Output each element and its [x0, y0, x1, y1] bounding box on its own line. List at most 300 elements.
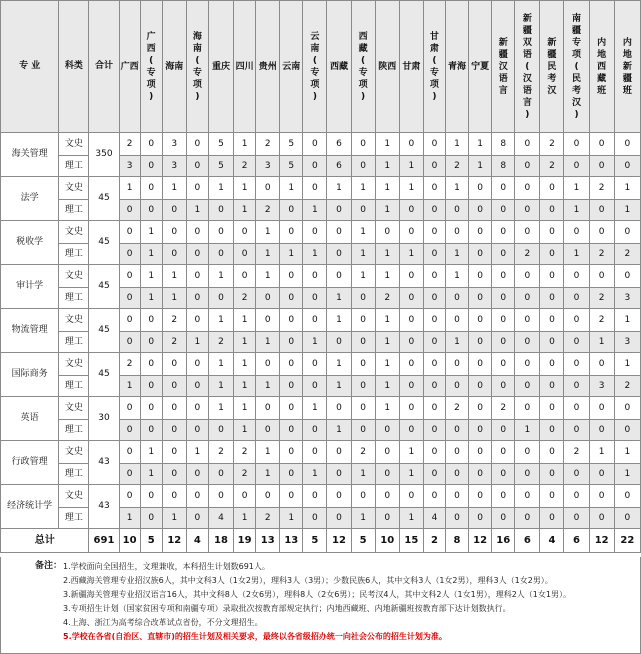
total-cell: 22 [614, 529, 640, 553]
quota-cell: 0 [399, 265, 423, 288]
quota-cell: 0 [423, 221, 445, 244]
quota-cell: 6 [327, 133, 351, 156]
quota-cell: 0 [445, 376, 468, 397]
header-region-char: 地 [622, 49, 632, 60]
quota-cell: 1 [256, 464, 280, 485]
header-region-char: 考 [547, 73, 557, 84]
quota-cell: 0 [280, 332, 303, 353]
quota-cell: 0 [540, 420, 564, 441]
quota-cell: 0 [256, 288, 280, 309]
quota-cell: 0 [140, 485, 162, 508]
header-region [399, 1, 423, 133]
quota-cell: 0 [375, 508, 399, 529]
table-row [1, 353, 641, 376]
quota-cell: 1 [399, 441, 423, 464]
subject-type: 理工 [59, 156, 89, 177]
header-region-char: 语 [498, 73, 508, 84]
header-row [1, 1, 641, 133]
quota-cell: 0 [540, 288, 564, 309]
major-total: 30 [89, 397, 119, 441]
quota-cell: 0 [445, 420, 468, 441]
quota-cell: 1 [399, 156, 423, 177]
quota-cell: 0 [280, 464, 303, 485]
quota-cell: 0 [564, 508, 589, 529]
quota-cell: 0 [445, 309, 468, 332]
quota-cell: 0 [469, 200, 492, 221]
header-region-char: 民 [547, 61, 557, 72]
total-cell: 13 [256, 529, 280, 553]
quota-cell: 0 [445, 353, 468, 376]
header-region-char: 广西 [120, 61, 139, 72]
quota-cell: 4 [208, 508, 233, 529]
quota-cell: 0 [445, 200, 468, 221]
quota-cell: 1 [140, 441, 162, 464]
table-body [1, 133, 641, 553]
header-region-char: 甘 [429, 31, 439, 42]
quota-cell: 0 [423, 133, 445, 156]
header-region-char: 新 [547, 37, 557, 48]
quota-cell: 0 [327, 508, 351, 529]
quota-cell: 0 [423, 420, 445, 441]
quota-cell: 0 [119, 332, 140, 353]
quota-cell: 1 [234, 200, 256, 221]
quota-cell: 3 [256, 156, 280, 177]
header-region-char: ( [312, 55, 317, 66]
quota-cell: 0 [208, 464, 233, 485]
quota-cell: 0 [515, 133, 540, 156]
quota-cell: 0 [351, 200, 375, 221]
quota-cell: 1 [186, 200, 208, 221]
total-cell: 5 [303, 529, 327, 553]
quota-cell: 0 [186, 353, 208, 376]
major-total: 45 [89, 177, 119, 221]
quota-cell: 0 [399, 353, 423, 376]
major-name: 海关管理 [1, 133, 59, 177]
note-line: 3.新疆海关管理专业招汉语言16人，其中文科8人（2女6男），理科8人（2女6男）；民考汉4人，其中文科2人（1女1男），理科2人（1女1男）。 [63, 590, 571, 599]
total-cell: 4 [186, 529, 208, 553]
quota-cell: 1 [399, 508, 423, 529]
quota-cell: 0 [303, 420, 327, 441]
quota-cell: 0 [162, 376, 186, 397]
quota-cell: 0 [469, 332, 492, 353]
quota-cell: 0 [208, 221, 233, 244]
quota-cell: 0 [515, 332, 540, 353]
header-region-char: 西 [146, 43, 156, 54]
header-region [589, 1, 614, 133]
quota-cell: 0 [515, 376, 540, 397]
header-region-char: 疆 [572, 25, 582, 36]
subject-type: 理工 [59, 332, 89, 353]
subject-type: 文史 [59, 309, 89, 332]
quota-cell: 1 [234, 332, 256, 353]
total-cell: 12 [162, 529, 186, 553]
quota-cell: 1 [375, 376, 399, 397]
quota-cell: 0 [186, 376, 208, 397]
header-region-char: 西 [358, 31, 368, 42]
subject-type: 理工 [59, 376, 89, 397]
quota-cell: 2 [614, 244, 640, 265]
quota-cell: 5 [280, 156, 303, 177]
header-region-char: ( [195, 55, 200, 66]
subject-type: 理工 [59, 288, 89, 309]
quota-cell: 0 [327, 200, 351, 221]
total-cell: 2 [423, 529, 445, 553]
quota-cell: 1 [162, 288, 186, 309]
quota-cell: 0 [564, 420, 589, 441]
quota-cell: 0 [564, 464, 589, 485]
subject-type: 理工 [59, 420, 89, 441]
header-region [540, 1, 564, 133]
quota-cell: 0 [186, 397, 208, 420]
quota-cell: 0 [469, 288, 492, 309]
header-region [564, 1, 589, 133]
quota-cell: 0 [589, 133, 614, 156]
quota-cell: 1 [564, 200, 589, 221]
quota-cell: 0 [140, 177, 162, 200]
quota-cell: 0 [303, 309, 327, 332]
header-region [280, 1, 303, 133]
quota-cell: 2 [589, 309, 614, 332]
quota-cell: 1 [140, 288, 162, 309]
quota-cell: 2 [375, 288, 399, 309]
quota-cell: 0 [564, 265, 589, 288]
quota-cell: 0 [614, 420, 640, 441]
notes-section [0, 557, 641, 654]
header-region-char: 新 [522, 13, 532, 24]
quota-cell: 0 [399, 376, 423, 397]
subject-type: 理工 [59, 464, 89, 485]
quota-cell: 1 [469, 156, 492, 177]
quota-cell: 0 [256, 485, 280, 508]
quota-cell: 1 [303, 464, 327, 485]
quota-cell: 1 [375, 309, 399, 332]
quota-cell: 1 [327, 420, 351, 441]
header-region-char: 地 [597, 49, 607, 60]
quota-cell: 0 [469, 309, 492, 332]
quota-cell: 1 [119, 508, 140, 529]
quota-cell: 1 [351, 244, 375, 265]
quota-cell: 4 [423, 508, 445, 529]
quota-cell: 6 [327, 156, 351, 177]
quota-cell: 0 [445, 221, 468, 244]
quota-cell: 0 [614, 133, 640, 156]
header-region-char: 南 [572, 13, 582, 24]
header-region [303, 1, 327, 133]
quota-cell: 0 [303, 485, 327, 508]
quota-cell: 1 [280, 508, 303, 529]
quota-cell: 0 [208, 485, 233, 508]
quota-cell: 1 [589, 332, 614, 353]
header-region [351, 1, 375, 133]
quota-cell: 0 [399, 309, 423, 332]
quota-cell: 0 [351, 156, 375, 177]
header-region-char: 宁夏 [471, 61, 490, 72]
quota-cell: 0 [445, 485, 468, 508]
quota-cell: 1 [234, 508, 256, 529]
quota-cell: 2 [589, 288, 614, 309]
header-region [492, 1, 515, 133]
header-region [140, 1, 162, 133]
quota-cell: 2 [540, 133, 564, 156]
quota-cell: 0 [140, 420, 162, 441]
table-row [1, 309, 641, 332]
quota-cell: 0 [351, 397, 375, 420]
quota-cell: 2 [119, 353, 140, 376]
quota-cell: 1 [614, 309, 640, 332]
quota-cell: 0 [492, 200, 515, 221]
quota-cell: 1 [256, 244, 280, 265]
quota-cell: 2 [234, 441, 256, 464]
quota-cell: 0 [256, 309, 280, 332]
quota-cell: 0 [186, 221, 208, 244]
quota-cell: 0 [589, 420, 614, 441]
table-row [1, 221, 641, 244]
quota-cell: 0 [515, 265, 540, 288]
header-region-char: ( [525, 61, 530, 72]
quota-cell: 1 [303, 397, 327, 420]
quota-cell: 0 [399, 288, 423, 309]
quota-cell: 2 [445, 156, 468, 177]
quota-cell: 2 [445, 397, 468, 420]
quota-cell: 1 [445, 177, 468, 200]
quota-cell: 1 [119, 177, 140, 200]
quota-cell: 0 [589, 265, 614, 288]
quota-cell: 0 [423, 332, 445, 353]
quota-cell: 0 [256, 177, 280, 200]
quota-cell: 0 [445, 464, 468, 485]
quota-cell: 0 [186, 485, 208, 508]
quota-cell: 8 [492, 133, 515, 156]
quota-cell: 1 [375, 177, 399, 200]
major-total: 45 [89, 353, 119, 397]
quota-cell: 1 [208, 309, 233, 332]
major-total: 45 [89, 309, 119, 353]
quota-cell: 0 [614, 221, 640, 244]
quota-cell: 0 [540, 265, 564, 288]
total-cell: 12 [327, 529, 351, 553]
header-region-char: 西 [597, 61, 607, 72]
subject-type: 理工 [59, 508, 89, 529]
quota-cell: 1 [351, 177, 375, 200]
quota-cell: 3 [614, 332, 640, 353]
quota-cell: 0 [162, 397, 186, 420]
header-region-char: 肃 [429, 43, 439, 54]
quota-cell: 0 [327, 244, 351, 265]
header-subject: 科类 [59, 1, 89, 133]
header-region-char: 语 [522, 85, 532, 96]
quota-cell: 0 [327, 332, 351, 353]
quota-cell: 0 [399, 332, 423, 353]
quota-cell: 0 [564, 353, 589, 376]
quota-cell: 1 [303, 332, 327, 353]
quota-cell: 0 [515, 397, 540, 420]
quota-cell: 1 [140, 244, 162, 265]
header-region-char: ) [312, 91, 317, 102]
quota-cell: 3 [162, 133, 186, 156]
quota-cell: 0 [186, 133, 208, 156]
quota-cell: 0 [327, 265, 351, 288]
quota-cell: 0 [208, 200, 233, 221]
quota-cell: 0 [119, 420, 140, 441]
quota-cell: 0 [208, 244, 233, 265]
header-region-char: 陕西 [378, 61, 397, 72]
quota-cell: 1 [327, 288, 351, 309]
quota-cell: 1 [280, 177, 303, 200]
quota-cell: 1 [140, 221, 162, 244]
header-region-char: 双 [522, 37, 532, 48]
quota-cell: 0 [492, 508, 515, 529]
quota-cell: 0 [589, 508, 614, 529]
header-total: 合计 [89, 1, 119, 133]
quota-cell: 2 [515, 244, 540, 265]
totals-label: 总计 [1, 529, 89, 553]
header-region [234, 1, 256, 133]
quota-cell: 0 [540, 485, 564, 508]
quota-cell: 2 [256, 508, 280, 529]
header-region-char: 项 [310, 79, 320, 90]
quota-cell: 3 [162, 156, 186, 177]
quota-cell: 0 [492, 485, 515, 508]
header-region-char: 汉 [572, 97, 582, 108]
quota-cell: 1 [399, 244, 423, 265]
quota-cell: 1 [208, 376, 233, 397]
major-total: 350 [89, 133, 119, 177]
quota-cell: 0 [614, 265, 640, 288]
quota-cell: 0 [423, 485, 445, 508]
quota-cell: 0 [119, 244, 140, 265]
quota-cell: 0 [208, 288, 233, 309]
quota-cell: 0 [303, 508, 327, 529]
header-region-char: 贵州 [258, 61, 277, 72]
quota-cell: 2 [119, 133, 140, 156]
quota-cell: 0 [140, 309, 162, 332]
header-region-char: 内 [622, 37, 632, 48]
quota-cell: 0 [351, 309, 375, 332]
quota-cell: 1 [256, 376, 280, 397]
total-cell: 16 [492, 529, 515, 553]
header-region-char: 藏 [597, 73, 607, 84]
quota-cell: 0 [399, 133, 423, 156]
quota-cell: 0 [303, 265, 327, 288]
quota-cell: 0 [445, 508, 468, 529]
quota-cell: 0 [280, 441, 303, 464]
quota-cell: 5 [208, 156, 233, 177]
header-region-char: 汉 [498, 61, 508, 72]
quota-cell: 0 [256, 397, 280, 420]
quota-cell: 0 [515, 200, 540, 221]
quota-cell: 0 [303, 177, 327, 200]
quota-cell: 0 [515, 464, 540, 485]
total-cell: 4 [540, 529, 564, 553]
quota-cell: 0 [423, 353, 445, 376]
quota-cell: 0 [492, 353, 515, 376]
header-region-char: 专 [146, 67, 156, 78]
quota-cell: 0 [234, 485, 256, 508]
header-region-char: 重庆 [211, 61, 230, 72]
totals-row [1, 529, 641, 553]
quota-cell: 0 [564, 221, 589, 244]
quota-cell: 0 [445, 441, 468, 464]
header-region [614, 1, 640, 133]
quota-cell: 0 [234, 221, 256, 244]
quota-cell: 1 [445, 244, 468, 265]
notes-label: 备注： [35, 561, 63, 571]
quota-cell: 0 [614, 508, 640, 529]
quota-cell: 0 [515, 441, 540, 464]
header-region-char: ( [432, 55, 437, 66]
subject-type: 文史 [59, 397, 89, 420]
subject-type: 文史 [59, 353, 89, 376]
header-region [162, 1, 186, 133]
quota-cell: 1 [208, 177, 233, 200]
quota-cell: 0 [564, 133, 589, 156]
quota-cell: 0 [119, 265, 140, 288]
quota-cell: 0 [280, 376, 303, 397]
quota-cell: 0 [186, 265, 208, 288]
header-region [445, 1, 468, 133]
major-name: 法学 [1, 177, 59, 221]
quota-cell: 8 [492, 156, 515, 177]
header-region-char: 疆 [622, 73, 632, 84]
quota-cell: 0 [375, 221, 399, 244]
header-region-char: ( [574, 61, 579, 72]
quota-cell: 0 [327, 441, 351, 464]
quota-cell: 0 [492, 288, 515, 309]
quota-cell: 0 [280, 485, 303, 508]
quota-cell: 1 [375, 156, 399, 177]
quota-cell: 0 [423, 156, 445, 177]
quota-cell: 0 [469, 376, 492, 397]
quota-cell: 0 [540, 508, 564, 529]
total-cell: 15 [399, 529, 423, 553]
total-cell: 8 [445, 529, 468, 553]
quota-cell: 1 [375, 244, 399, 265]
quota-cell: 0 [540, 177, 564, 200]
quota-cell: 2 [234, 156, 256, 177]
header-region-char: 西藏 [330, 61, 349, 72]
quota-cell: 0 [469, 177, 492, 200]
quota-cell: 0 [469, 221, 492, 244]
quota-cell: 0 [234, 265, 256, 288]
quota-cell: 0 [469, 244, 492, 265]
quota-cell: 0 [423, 244, 445, 265]
header-region [208, 1, 233, 133]
quota-cell: 0 [186, 464, 208, 485]
quota-cell: 0 [540, 332, 564, 353]
quota-cell: 0 [469, 508, 492, 529]
quota-cell: 0 [492, 244, 515, 265]
quota-cell: 0 [119, 221, 140, 244]
quota-cell: 0 [303, 221, 327, 244]
quota-cell: 0 [186, 244, 208, 265]
subject-type: 文史 [59, 265, 89, 288]
quota-cell: 0 [119, 464, 140, 485]
total-cell: 19 [234, 529, 256, 553]
quota-cell: 1 [208, 353, 233, 376]
quota-cell: 0 [423, 309, 445, 332]
major-name: 经济统计学 [1, 485, 59, 529]
quota-cell: 0 [162, 200, 186, 221]
quota-cell: 0 [564, 376, 589, 397]
header-region-char: 内 [597, 37, 607, 48]
major-total: 45 [89, 221, 119, 265]
header-region-char: ( [361, 55, 366, 66]
quota-cell: 0 [492, 309, 515, 332]
header-region-char: 班 [597, 85, 607, 96]
quota-cell: 0 [186, 420, 208, 441]
subject-type: 文史 [59, 133, 89, 156]
header-region-char: 汉 [522, 73, 532, 84]
